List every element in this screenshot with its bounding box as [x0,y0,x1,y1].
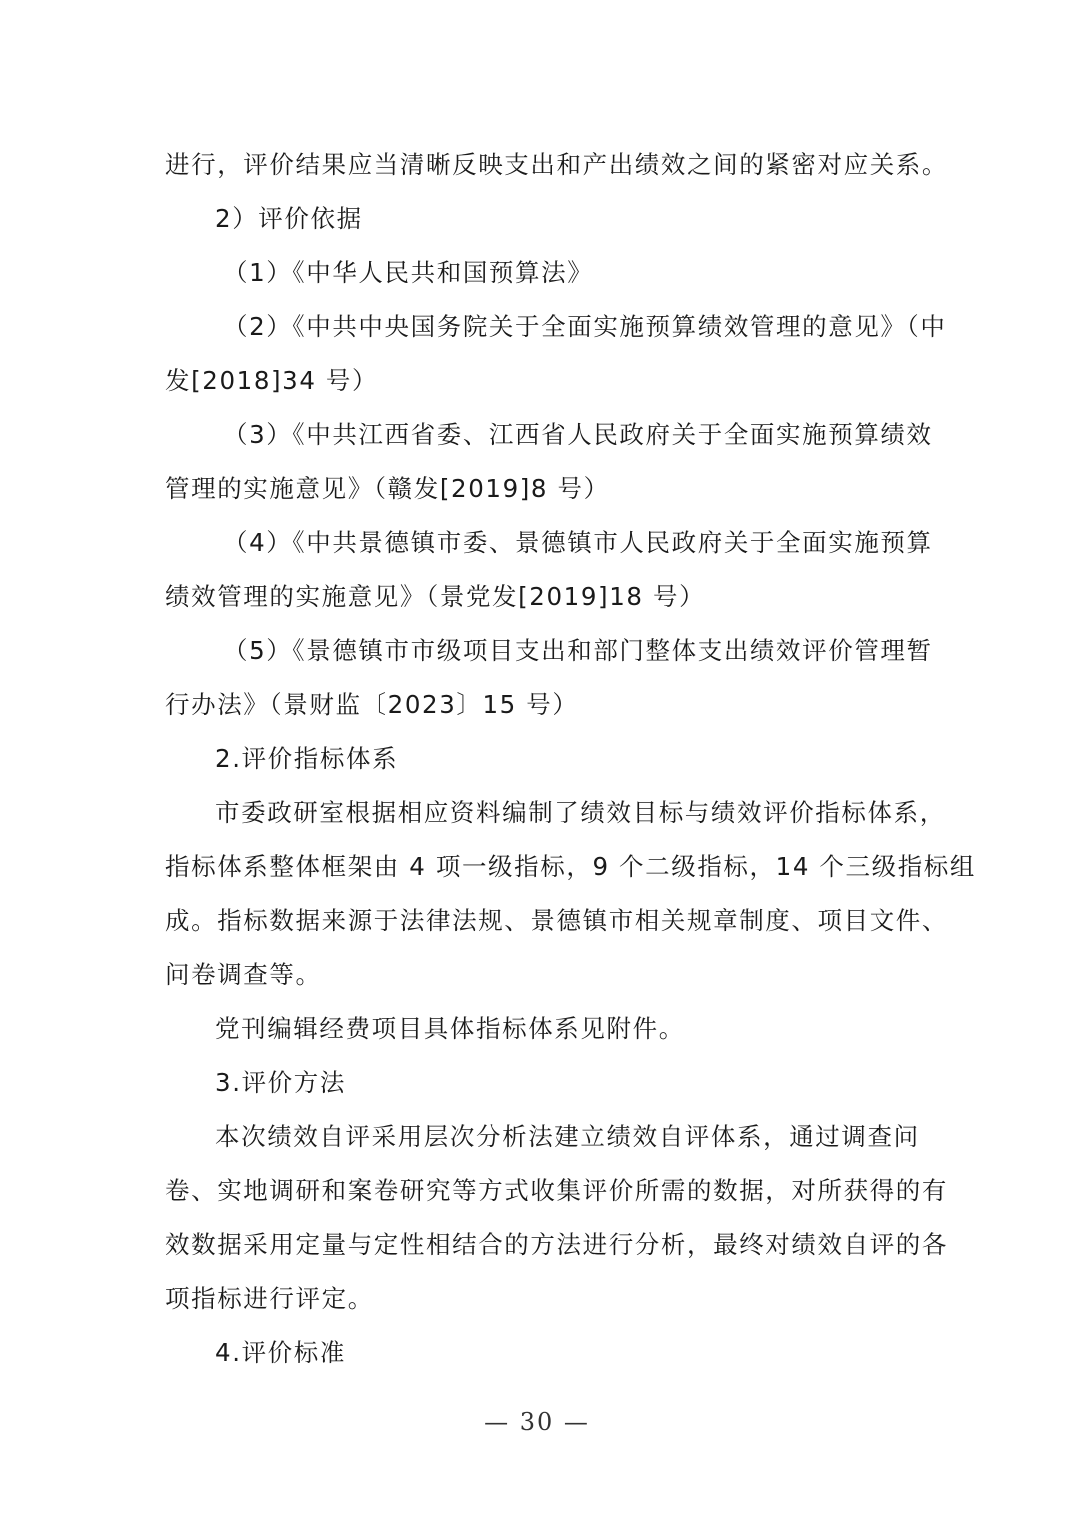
paragraph-line: 效数据采用定量与定性相结合的方法进行分析，最终对绩效自评的各 [165,1230,948,1259]
list-item: （1）《中华人民共和国预算法》 [223,258,594,287]
paragraph-line: 问卷调查等。 [165,960,322,989]
page-number: — 30 — [484,1408,590,1436]
paragraph-line: 项指标进行评定。 [165,1284,374,1313]
document-body [165,138,976,1380]
paragraph-line: 党刊编辑经费项目具体指标体系见附件。 [215,1014,685,1043]
list-item: （3）《中共江西省委、江西省人民政府关于全面实施预算绩效 [223,420,933,449]
paragraph-line: 本次绩效自评采用层次分析法建立绩效自评体系，通过调查问 [215,1122,920,1151]
list-item-continuation: 发[2018]34 号） [165,366,379,395]
list-item-continuation: 绩效管理的实施意见》（景党发[2019]18 号） [165,582,706,611]
paragraph-line: 指标体系整体框架由 4 项一级指标，9 个二级指标，14 个三级指标组 [165,852,976,881]
section-heading: 3.评价方法 [215,1068,346,1097]
paragraph-line: 成。指标数据来源于法律法规、景德镇市相关规章制度、项目文件、 [165,906,948,935]
list-item-continuation: 行办法》（景财监〔2023〕15 号） [165,690,579,719]
paragraph-line: 卷、实地调研和案卷研究等方式收集评价所需的数据，对所获得的有 [165,1176,948,1205]
section-heading: 4.评价标准 [215,1338,346,1367]
section-heading: 2）评价依据 [215,204,363,233]
section-heading: 2.评价指标体系 [215,744,399,773]
list-item: （4）《中共景德镇市委、景德镇市人民政府关于全面实施预算 [223,528,933,557]
list-item: （5）《景德镇市市级项目支出和部门整体支出绩效评价管理暂 [223,636,933,665]
list-item-continuation: 管理的实施意见》（赣发[2019]8 号） [165,474,610,503]
list-item: （2）《中共中央国务院关于全面实施预算绩效管理的意见》（中 [223,312,947,341]
paragraph-line: 市委政研室根据相应资料编制了绩效目标与绩效评价指标体系， [215,798,946,827]
paragraph-line: 进行，评价结果应当清晰反映支出和产出绩效之间的紧密对应关系。 [165,150,948,179]
